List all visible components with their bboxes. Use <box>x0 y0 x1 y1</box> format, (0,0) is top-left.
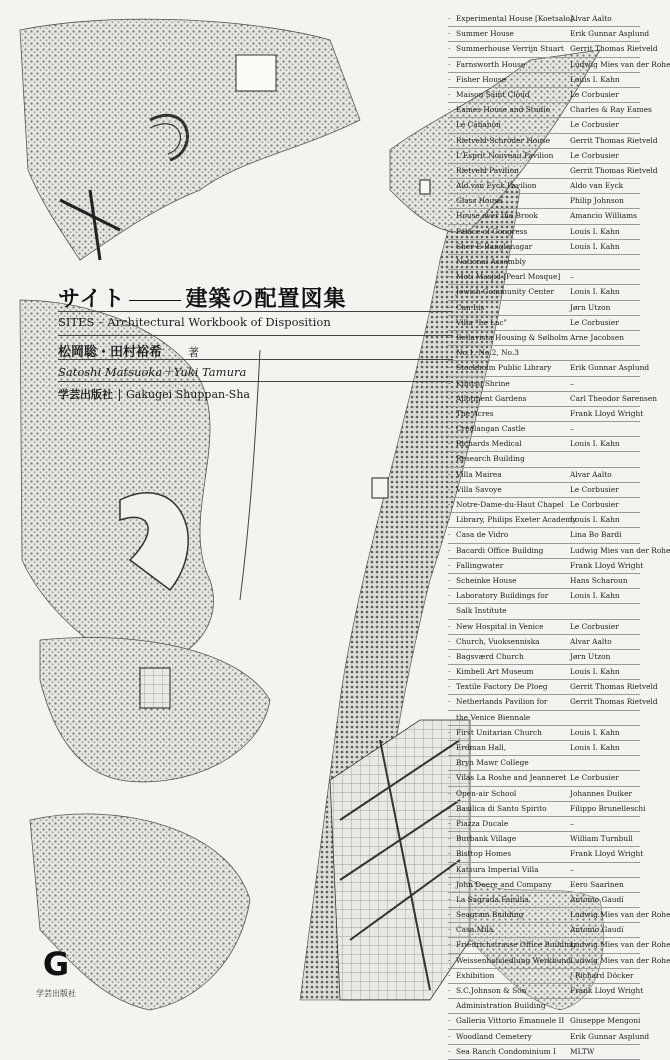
architect-name: / Richard Döcker <box>570 970 634 980</box>
architect-name: Frank Lloyd Wright <box>570 849 644 859</box>
work-title: Scheinke House <box>456 575 517 585</box>
bullet-icon: · <box>448 105 451 115</box>
work-title: Netherlands Pavilion for <box>456 697 548 707</box>
title-dash <box>129 300 181 301</box>
list-item <box>448 437 640 452</box>
list-item <box>448 908 670 923</box>
architect-name: – <box>570 818 574 828</box>
work-title: Can Lis <box>456 302 485 312</box>
bullet-icon: · <box>448 226 451 236</box>
work-title: Vilas La Roshe and Jeanneret <box>456 773 567 783</box>
bullet-icon: · <box>448 89 451 99</box>
list-item <box>448 316 640 331</box>
architect-name: Aldo van Eyck <box>570 181 624 191</box>
architect-name: Antonio Gaudí <box>570 925 624 935</box>
bullet-icon: · <box>448 120 451 130</box>
list-item <box>448 1014 640 1029</box>
architect-name: Gerrit Thomas Rietveld <box>570 135 658 145</box>
list-item <box>448 331 640 346</box>
work-title: Seagram Building <box>456 910 524 920</box>
bullet-icon: · <box>448 894 451 904</box>
architect-name: Antonio Gaudí <box>570 894 624 904</box>
architect-name: Louis I. Kahn <box>570 74 620 84</box>
bullet-icon: · <box>448 469 451 479</box>
divider-rule <box>58 311 453 312</box>
authors-english: Satoshi Matsuoka＋Yuki Tamura <box>58 365 247 379</box>
list-item <box>448 847 644 862</box>
logo-g-icon: G <box>42 945 70 983</box>
work-title: The Acres <box>456 408 494 418</box>
publisher <box>58 386 250 402</box>
logo-text: 学芸出版社 <box>36 989 76 998</box>
list-item <box>448 680 658 695</box>
title-japanese <box>58 282 346 313</box>
list-item <box>448 225 640 240</box>
list-item <box>448 209 640 224</box>
bullet-icon: · <box>448 14 451 23</box>
work-title: Kibitsu Shrine <box>456 378 510 388</box>
work-title: L'Esprit Nouveau Pavilion <box>456 150 554 160</box>
architect-name: Erik Gunnar Asplund <box>570 29 650 39</box>
bullet-icon: · <box>448 363 451 373</box>
list-item <box>448 513 640 528</box>
bullet-icon: · <box>448 272 451 282</box>
bullet-icon: · <box>448 44 451 54</box>
architect-name: Le Corbusier <box>570 484 619 494</box>
list-item <box>448 483 640 498</box>
authors-jp-names: 松岡聡・田村裕希 <box>58 345 163 360</box>
work-title: the Venice Biennale <box>456 712 531 722</box>
architect-name: Arne Jacobsen <box>570 332 624 342</box>
work-title: Farnsworth House <box>456 59 526 69</box>
work-title: La Sagrada Familia <box>456 894 529 904</box>
work-title: National Assembly <box>456 257 527 266</box>
work-title: Friedrichstrasse Office Building <box>456 940 576 950</box>
bullet-icon: · <box>448 135 451 145</box>
bullet-icon: · <box>448 287 451 297</box>
bullet-icon: · <box>448 682 451 692</box>
list-item <box>448 923 640 938</box>
bullet-icon: · <box>448 302 451 312</box>
bullet-icon: · <box>448 408 451 418</box>
architect-name: Erik Gunnar Asplund <box>570 1031 650 1041</box>
list-item <box>448 270 640 285</box>
list-item <box>448 240 640 255</box>
work-title: Church, Vuoksenniska <box>456 636 540 646</box>
list-item <box>448 301 640 316</box>
publisher-jp: 学芸出版社 <box>58 388 113 401</box>
title-english: SITES – Architectural Workbook of Disposition <box>58 315 331 329</box>
list-item <box>448 650 640 665</box>
work-title: Jewish Community Center <box>456 287 555 297</box>
bullet-icon: · <box>448 667 451 677</box>
list-item <box>448 528 640 543</box>
work-title: Experimental House [Koetsalo] <box>456 14 573 23</box>
list-item <box>448 544 670 559</box>
list-item <box>448 665 640 680</box>
architect-name: Louis I. Kahn <box>570 743 620 752</box>
list-item <box>448 58 670 73</box>
architect-name: Louis I. Kahn <box>570 591 620 601</box>
work-title: Katsura Imperial Villa <box>456 864 539 874</box>
work-title: House over the Brook <box>456 211 538 221</box>
bullet-icon: · <box>448 925 451 935</box>
list-item <box>448 726 640 741</box>
list-item <box>448 938 670 953</box>
architect-name: Gerrit Thomas Rietveld <box>570 44 658 54</box>
bullet-icon: · <box>448 241 451 251</box>
bullet-icon: · <box>448 697 451 707</box>
work-title: Ald van Eyck Pavilion <box>456 181 537 191</box>
architect-name: Le Corbusier <box>570 500 619 509</box>
architect-name: Gerrit Thomas Rietveld <box>570 697 658 707</box>
list-item <box>448 422 640 437</box>
bullet-icon: · <box>448 515 451 525</box>
architect-name: Erik Gunnar Asplund <box>570 363 650 373</box>
work-title: Research Building <box>456 454 525 464</box>
work-title: Sea Ranch Condominium I <box>456 1046 556 1056</box>
bullet-icon: · <box>448 150 451 160</box>
work-title: Open-air School <box>456 788 517 798</box>
work-title: Summer House <box>456 29 514 39</box>
work-title: Summerhouse Verrijn Stuart <box>456 44 564 54</box>
list-item <box>448 999 640 1014</box>
work-title: Rietveld-Schröder House <box>456 135 551 145</box>
bullet-icon: · <box>448 651 451 661</box>
work-title: Casa de Vidro <box>456 530 509 540</box>
list-item <box>448 452 640 467</box>
list-item <box>448 589 640 604</box>
work-title: Maison Saint Cloud <box>456 89 530 99</box>
list-item <box>448 1045 640 1060</box>
publisher-logo <box>36 946 76 1016</box>
list-item <box>448 103 652 118</box>
architect-name: Frank Lloyd Wright <box>570 560 644 570</box>
list-item <box>448 346 640 361</box>
bullet-icon: · <box>448 1031 451 1041</box>
bullet-icon: · <box>448 211 451 221</box>
architect-name: Ludwig Mies van der Rohe <box>570 955 670 965</box>
publisher-en: Gakugei Shuppan-Sha <box>126 388 250 401</box>
architect-name: Le Corbusier <box>570 773 619 783</box>
bullet-icon: · <box>448 591 451 601</box>
work-title: Salk Institute <box>456 606 507 616</box>
bullet-icon: · <box>448 1016 451 1026</box>
bullet-icon: · <box>448 986 451 995</box>
work-title: Notre-Dame-du-Haut Chapel <box>456 500 564 509</box>
authors-mark: 著 <box>188 346 200 359</box>
architect-name: Philip Johnson <box>570 196 624 206</box>
architect-name: Frank Lloyd Wright <box>570 408 644 418</box>
list-item <box>448 863 640 878</box>
architect-name: Lina Bo Bardi <box>570 530 622 540</box>
bullet-icon: · <box>448 636 451 646</box>
work-title: Sher-E-Banglanagar <box>456 241 533 251</box>
list-item <box>448 255 640 270</box>
bullet-icon: · <box>448 970 451 980</box>
work-title: Kimbell Art Museum <box>456 667 534 677</box>
work-title: Villa Mairea <box>456 469 502 479</box>
architect-name: Gerrit Thomas Rietveld <box>570 682 658 692</box>
work-title: Bellavista Housing & Sølholm <box>456 332 569 342</box>
work-title: Fisher House <box>456 74 507 84</box>
list-item <box>448 179 640 194</box>
divider-rule <box>58 335 453 336</box>
work-title: Crealangan Castle <box>456 424 526 434</box>
bullet-icon: · <box>448 910 451 920</box>
list-item <box>448 12 640 27</box>
bullet-icon: · <box>448 317 451 327</box>
work-title: Burbank Village <box>456 834 517 844</box>
list-item <box>448 878 640 893</box>
bullet-icon: · <box>448 439 451 449</box>
list-item <box>448 711 640 726</box>
work-title: Erdman Hall, <box>456 743 507 752</box>
architect-name: Ludwig Mies van der Rohe <box>570 910 670 920</box>
divider-rule <box>58 381 453 382</box>
architect-name: Ludwig Mies van der Rohe <box>570 545 670 555</box>
work-title: Villa "Le Lac" <box>456 317 507 327</box>
list-item <box>448 149 640 164</box>
list-item <box>448 407 644 422</box>
list-item <box>448 559 644 574</box>
divider-rule <box>58 359 453 360</box>
architect-name: Johannes Duiker <box>570 788 633 798</box>
work-title: First Unitarian Church <box>456 727 542 737</box>
architect-name: Le Corbusier <box>570 150 619 160</box>
work-title: Administration Building <box>456 1001 546 1011</box>
list-item <box>448 285 640 300</box>
list-item <box>448 756 640 771</box>
bullet-icon: · <box>448 484 451 494</box>
authors-japanese <box>58 341 199 360</box>
bullet-icon: · <box>448 196 451 206</box>
bullet-icon: · <box>448 424 451 434</box>
bullet-icon: · <box>448 530 451 540</box>
work-title: Glass House <box>456 196 503 206</box>
bullet-icon: · <box>448 545 451 555</box>
list-item <box>448 392 657 407</box>
architect-name: Eero Saarinen <box>570 879 624 889</box>
works-list <box>448 12 670 1060</box>
architect-name: – <box>570 272 574 282</box>
architect-name: Le Corbusier <box>570 120 619 130</box>
architect-name: Louis I. Kahn <box>570 667 620 677</box>
work-title: S.C.Johnson & Son <box>456 986 527 995</box>
architect-name: Charles & Ray Eames <box>570 105 652 115</box>
work-title: Library, Philips Exeter Academy <box>456 515 577 525</box>
bullet-icon: · <box>448 879 451 889</box>
list-item <box>448 893 640 908</box>
bullet-icon: · <box>448 773 451 783</box>
bullet-icon: · <box>448 849 451 859</box>
architect-name: – <box>570 864 574 874</box>
architect-name: Jørn Utzon <box>570 651 611 661</box>
architect-name: Alvar Aalto <box>570 469 612 479</box>
work-title: Bacardi Office Building <box>456 545 544 555</box>
architect-name: – <box>570 424 574 434</box>
bullet-icon: · <box>448 743 451 752</box>
bullet-icon: · <box>448 165 451 175</box>
list-item <box>448 771 640 786</box>
bullet-icon: · <box>448 788 451 798</box>
list-item <box>448 969 640 984</box>
list-item <box>448 695 658 710</box>
bullet-icon: · <box>448 29 451 39</box>
work-title: New Hospital in Venice <box>456 621 544 631</box>
bullet-icon: · <box>448 560 451 570</box>
list-item <box>448 377 640 392</box>
work-title: John Deere and Company <box>456 879 552 889</box>
bullet-icon: · <box>448 378 451 388</box>
list-item <box>448 802 646 817</box>
architect-name: Louis I. Kahn <box>570 439 620 449</box>
architect-name: Le Corbusier <box>570 89 619 99</box>
work-title: No.1, No.2, No.3 <box>456 348 519 358</box>
list-item <box>448 832 640 847</box>
list-item <box>448 134 658 149</box>
work-title: Piazza Ducale <box>456 818 509 828</box>
architect-name: William Turnbull <box>570 834 633 844</box>
list-item <box>448 787 640 802</box>
list-item <box>448 42 658 57</box>
bullet-icon: · <box>448 393 451 403</box>
list-item <box>448 88 640 103</box>
list-item <box>448 1030 650 1045</box>
architect-name: – <box>570 378 574 388</box>
bullet-icon: · <box>448 818 451 828</box>
work-title: Stockholm Public Library <box>456 363 552 373</box>
work-title: Moti Masjid [Pearl Mosque] <box>456 272 561 282</box>
architect-name: Ludwig Mies van der Rohe <box>570 940 670 950</box>
work-title: Bisttop Homes <box>456 849 512 859</box>
architect-name: Alvar Aalto <box>570 14 612 23</box>
architect-name: Louis I. Kahn <box>570 226 620 236</box>
work-title: Textile Factory De Ploeg <box>456 682 548 692</box>
list-item <box>448 635 640 650</box>
list-item <box>448 817 640 832</box>
bullet-icon: · <box>448 575 451 585</box>
work-title: Le Cabanon <box>456 120 501 130</box>
bullet-icon: · <box>448 803 451 813</box>
title-jp-part1: サイト <box>58 287 126 312</box>
list-item <box>448 118 640 133</box>
work-title: Bryn Mawr College <box>456 758 529 768</box>
work-title: Bagsværd Church <box>456 651 524 661</box>
work-title: Casa Milà <box>456 925 494 935</box>
list-item <box>448 498 640 513</box>
architect-name: Louis I. Kahn <box>570 241 620 251</box>
list-item <box>448 604 640 619</box>
bullet-icon: · <box>448 181 451 191</box>
bullet-icon: · <box>448 621 451 631</box>
work-title: Palace of Congress <box>456 226 528 236</box>
list-item <box>448 27 650 42</box>
architect-name: Filippo Brunelleschi <box>570 803 646 813</box>
architect-name: Giuseppe Mengoni <box>570 1016 641 1026</box>
bullet-icon: · <box>448 59 451 69</box>
bullet-icon: · <box>448 727 451 737</box>
architect-name: Frank Lloyd Wright <box>570 986 644 995</box>
work-title: Rietveld Pavilion <box>456 165 519 175</box>
work-title: Exhibition <box>456 970 495 980</box>
architect-name: Ludwig Mies van der Rohe <box>570 59 670 69</box>
list-item <box>448 361 650 376</box>
publisher-separator <box>119 389 120 401</box>
bullet-icon: · <box>448 834 451 844</box>
work-title: Eames House and Studio <box>456 105 551 115</box>
bullet-icon: · <box>448 1046 451 1056</box>
architect-name: Jørn Utzon <box>570 302 611 312</box>
list-item <box>448 954 670 969</box>
list-item <box>448 164 658 179</box>
list-item <box>448 574 640 589</box>
bullet-icon: · <box>448 940 451 950</box>
work-title: Fallingwater <box>456 560 504 570</box>
work-title: Laboratory Buildings for <box>456 591 549 601</box>
title-jp-part2: 建築の配置図集 <box>185 287 347 312</box>
architect-name: Le Corbusier <box>570 621 619 631</box>
architect-name: Gerrit Thomas Rietveld <box>570 165 658 175</box>
architect-name: MLTW <box>570 1046 595 1056</box>
work-title: Villa Savoye <box>456 484 502 494</box>
bullet-icon: · <box>448 955 451 965</box>
architect-name: Le Corbusier <box>570 317 619 327</box>
architect-name: Hans Scharoun <box>570 575 628 585</box>
list-item <box>448 741 640 756</box>
list-item <box>448 468 640 483</box>
architect-name: Amancio Williams <box>570 211 637 221</box>
list-item <box>448 73 640 88</box>
architect-name: Louis I. Kahn <box>570 727 620 737</box>
work-title: Weissenhofsiedlung Werkbund <box>456 955 571 965</box>
bullet-icon: · <box>448 500 451 509</box>
architect-name: Carl Theodor Sørensen <box>570 393 657 403</box>
architect-name: Louis I. Kahn <box>570 515 620 525</box>
bullet-icon: · <box>448 332 451 342</box>
work-title: Allotment Gardens <box>456 393 527 403</box>
work-title: Basilica di Santo Spirito <box>456 803 547 813</box>
list-item <box>448 620 640 635</box>
list-item <box>448 984 644 999</box>
list-item <box>448 194 640 209</box>
architect-name: Alvar Aalto <box>570 636 612 646</box>
work-title: Galleria Vittorio Emanuele II <box>456 1016 565 1026</box>
work-title: Richards Medical <box>456 439 522 449</box>
bullet-icon: · <box>448 864 451 874</box>
bullet-icon: · <box>448 74 451 84</box>
work-title: Woodland Cemetery <box>456 1031 532 1041</box>
architect-name: Louis I. Kahn <box>570 287 620 297</box>
